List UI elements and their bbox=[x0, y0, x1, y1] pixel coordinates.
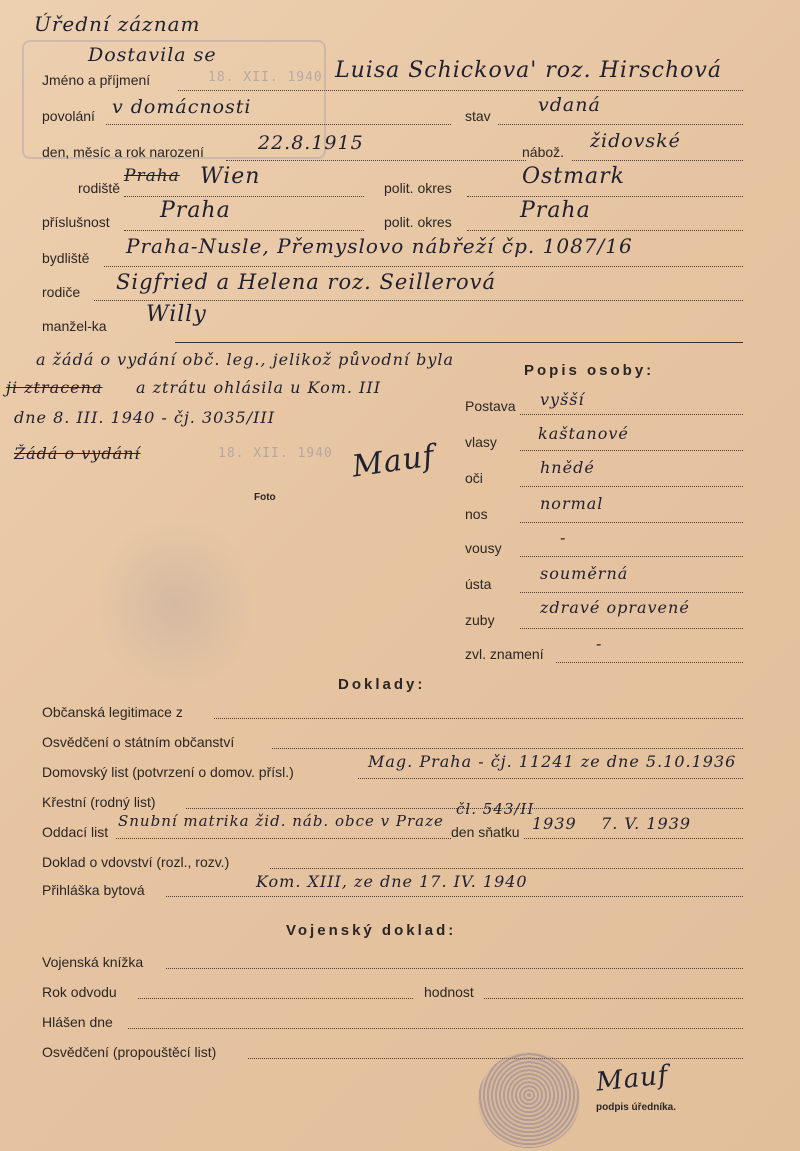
photo-label: Foto bbox=[254, 492, 276, 503]
line-district-2 bbox=[467, 230, 743, 231]
line-widowhood bbox=[270, 868, 743, 869]
label-rank: hodnost bbox=[424, 984, 474, 1000]
value-status: vdaná bbox=[538, 94, 601, 116]
line-beard bbox=[520, 556, 743, 557]
label-widowhood: Doklad o vdovství (rozl., rozv.) bbox=[42, 854, 230, 870]
line-draft-year bbox=[138, 998, 413, 999]
line-id-card bbox=[214, 718, 743, 719]
signature-bottom: Mauf bbox=[594, 1060, 670, 1098]
line-birthplace bbox=[124, 196, 364, 197]
label-id-card: Občanská legitimace z bbox=[42, 704, 183, 720]
label-jurisdiction: příslušnost bbox=[42, 214, 110, 230]
value-marks: - bbox=[596, 634, 603, 653]
label-spouse: manžel-ka bbox=[42, 318, 107, 334]
value-religion: židovské bbox=[590, 130, 681, 152]
line-birthdate bbox=[226, 160, 526, 161]
photo-smudge bbox=[96, 520, 256, 690]
value-beard: - bbox=[560, 528, 567, 547]
fingerprint bbox=[478, 1052, 580, 1148]
value-district-2: Praha bbox=[520, 198, 591, 223]
signature-label: podpis úředníka. bbox=[596, 1102, 677, 1113]
label-citizenship: Osvědčení o státním občanství bbox=[42, 734, 235, 750]
value-marriage: Snubní matrika žid. náb. obce v Praze bbox=[118, 812, 444, 830]
label-name: Jméno a příjmení bbox=[42, 72, 151, 88]
value-domicile: Mag. Praha - čj. 11241 ze dne 5.10.1936 bbox=[368, 752, 737, 771]
label-reported: Hlášen dne bbox=[42, 1014, 113, 1030]
value-hair: kaštanové bbox=[538, 424, 629, 443]
value-district-1: Ostmark bbox=[522, 164, 625, 189]
line-rank bbox=[484, 998, 743, 999]
value-mouth: souměrná bbox=[540, 564, 629, 583]
label-marriage: Oddací list bbox=[42, 824, 109, 840]
label-eyes: oči bbox=[465, 470, 483, 486]
label-birthdate: den, měsíc a rok narození bbox=[42, 144, 204, 160]
line-name bbox=[178, 90, 743, 91]
value-jurisdiction: Praha bbox=[160, 198, 231, 223]
line-jurisdiction bbox=[124, 230, 364, 231]
label-military-book: Vojenská knížka bbox=[42, 954, 144, 970]
value-birthplace-struck: Praha bbox=[124, 166, 180, 186]
value-occupation: v domácnosti bbox=[112, 96, 252, 118]
value-registration: Kom. XIII, ze dne 17. IV. 1940 bbox=[256, 872, 528, 891]
line-discharge bbox=[248, 1058, 743, 1059]
label-occupation: povolání bbox=[42, 108, 95, 124]
value-spouse: Willy bbox=[146, 302, 207, 327]
line-eyes bbox=[520, 486, 743, 487]
line-marriage bbox=[116, 838, 451, 839]
label-marks: zvl. znamení bbox=[465, 646, 544, 662]
value-teeth: zdravé opravené bbox=[540, 598, 690, 617]
line-district-1 bbox=[467, 196, 743, 197]
line-hair bbox=[520, 450, 743, 451]
value-eyes: hnědé bbox=[540, 458, 595, 477]
label-district-2: polit. okres bbox=[384, 214, 452, 230]
value-marriage-number: čl. 543/II bbox=[456, 800, 535, 818]
label-teeth: zuby bbox=[465, 612, 495, 628]
label-beard: vousy bbox=[465, 540, 502, 556]
label-figure: Postava bbox=[465, 398, 516, 414]
value-residence: Praha-Nusle, Přemyslovo nábřeží čp. 1087/16 bbox=[126, 234, 633, 258]
value-nose: normal bbox=[540, 494, 604, 513]
label-mouth: ústa bbox=[465, 576, 492, 592]
description-heading: Popis osoby: bbox=[524, 362, 655, 379]
line-nose bbox=[520, 522, 743, 523]
label-hair: vlasy bbox=[465, 434, 497, 450]
label-parents: rodiče bbox=[42, 284, 81, 300]
label-birthplace: rodiště bbox=[78, 180, 121, 196]
label-domicile: Domovský list (potvrzení o domov. přísl.) bbox=[42, 764, 294, 780]
date-stamp-mid: 18. XII. 1940 bbox=[218, 446, 333, 461]
line-teeth bbox=[520, 628, 743, 629]
value-birthdate: 22.8.1915 bbox=[258, 132, 364, 154]
label-religion: nábož. bbox=[522, 144, 565, 160]
label-nose: nos bbox=[465, 506, 488, 522]
label-registration: Přihláška bytová bbox=[42, 882, 145, 898]
official-note-heading: Úřední záznam bbox=[34, 12, 201, 36]
line-military-book bbox=[166, 968, 743, 969]
value-figure: vyšší bbox=[540, 390, 585, 409]
value-birthplace: Wien bbox=[200, 164, 261, 189]
label-draft-year: Rok odvodu bbox=[42, 984, 117, 1000]
value-name: Luisa Schickova' roz. Hirschová bbox=[335, 58, 722, 83]
signature-mid: Mauf bbox=[349, 438, 438, 485]
separator-line bbox=[175, 342, 743, 343]
label-discharge: Osvědčení (propouštěcí list) bbox=[42, 1044, 217, 1060]
note-line-3: dne 8. III. 1940 - čj. 3035/III bbox=[14, 408, 276, 427]
line-parents bbox=[94, 300, 743, 301]
note-line-1: a žádá o vydání obč. leg., jelikož původní byla bbox=[36, 350, 455, 369]
line-status bbox=[498, 124, 743, 125]
line-registration bbox=[166, 896, 743, 897]
documents-heading: Doklady: bbox=[338, 676, 426, 693]
note-line-2a: ji ztracena bbox=[6, 378, 103, 397]
line-occupation bbox=[106, 124, 451, 125]
label-status: stav bbox=[465, 108, 491, 124]
line-figure bbox=[520, 414, 743, 415]
appeared-note: Dostavila se bbox=[88, 44, 217, 66]
label-baptism: Křestní (rodný list) bbox=[42, 794, 156, 810]
label-wedding-date: den sňatku bbox=[451, 824, 520, 840]
line-marks bbox=[556, 662, 743, 663]
value-parents: Sigfried a Helena roz. Seillerová bbox=[116, 270, 496, 294]
line-residence bbox=[104, 266, 743, 267]
line-mouth bbox=[520, 592, 743, 593]
label-residence: bydliště bbox=[42, 250, 90, 266]
value-wedding-date: 1939 7. V. 1939 bbox=[532, 814, 692, 833]
line-citizenship bbox=[272, 748, 743, 749]
note-line-4: Žádá o vydání bbox=[14, 444, 141, 463]
military-heading: Vojenský doklad: bbox=[286, 922, 457, 939]
line-wedding-date bbox=[524, 838, 743, 839]
note-line-2b: a ztrátu ohlásila u Kom. III bbox=[136, 378, 382, 397]
line-domicile bbox=[358, 778, 743, 779]
line-religion bbox=[572, 160, 743, 161]
line-reported bbox=[128, 1028, 743, 1029]
date-stamp-top: 18. XII. 1940 bbox=[208, 70, 323, 85]
label-district-1: polit. okres bbox=[384, 180, 452, 196]
